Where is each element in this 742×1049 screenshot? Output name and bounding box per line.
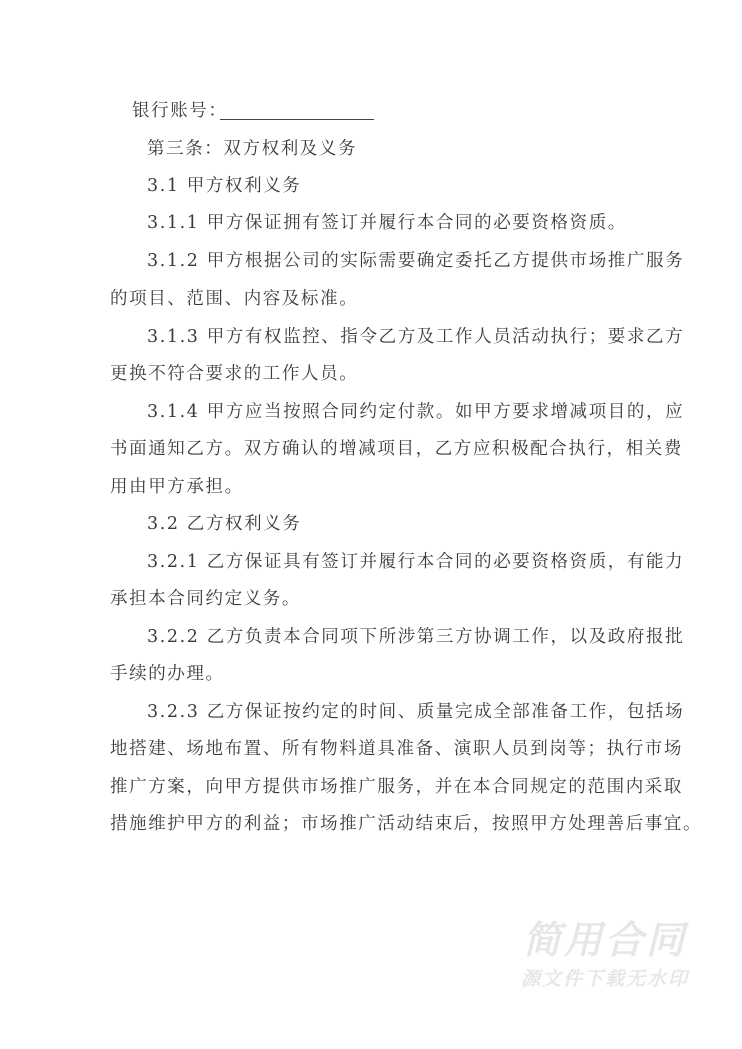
bank-account-blank-line [220,119,374,120]
watermark [510,918,700,992]
clause-3-1-1-line-1: 3.1.1 甲方保证拥有签订并履行本合同的必要资格资质。 [147,213,627,233]
clause-3-1-3-line-2: 更换不符合要求的工作人员。 [110,364,359,384]
clause-3-2-1-line-2: 承担本合同约定义务。 [110,589,301,609]
clause-3-2-2-line-2: 手续的办理。 [110,664,225,684]
section-heading-3-2: 3.2 乙方权利义务 [147,514,302,534]
clause-3-2-1-line-1: 3.2.1 乙方保证具有签订并履行本合同的必要资格资质，有能力 [147,552,685,572]
clause-3-2-3-line-4: 措施维护甲方的利益；市场推广活动结束后，按照甲方处理善后事宜。 [110,814,703,834]
clause-3-2-3-line-3: 推广方案，向甲方提供市场推广服务，并在本合同规定的范围内采取 [110,777,683,797]
clause-3-1-4-line-3: 用由甲方承担。 [110,477,244,497]
article-title: 第三条：双方权利及义务 [147,139,358,159]
clause-3-1-3-line-1: 3.1.3 甲方有权监控、指令乙方及工作人员活动执行；要求乙方 [147,327,685,347]
clause-3-1-4-line-1: 3.1.4 甲方应当按照合同约定付款。如甲方要求增减项目的，应 [147,402,685,422]
clause-3-1-4-line-2: 书面通知乙方。双方确认的增减项目，乙方应积极配合执行，相关费 [110,439,683,459]
watermark-tagline: 源文件下载无水印 [520,968,689,990]
section-heading-3-1: 3.1 甲方权利义务 [147,176,302,196]
clause-3-1-2-line-2: 的项目、范围、内容及标准。 [110,289,359,309]
bank-account-label: 银行账号： [132,101,228,121]
clause-3-2-2-line-1: 3.2.2 乙方负责本合同项下所涉第三方协调工作，以及政府报批 [147,627,685,647]
clause-3-1-2-line-1: 3.1.2 甲方根据公司的实际需要确定委托乙方提供市场推广服务 [147,251,685,271]
clause-3-2-3-line-2: 地搭建、场地布置、所有物料道具准备、演职人员到岗等；执行市场 [110,739,683,759]
clause-3-2-3-line-1: 3.2.3 乙方保证按约定的时间、质量完成全部准备工作，包括场 [147,702,685,722]
watermark-brand: 简用合同 [522,918,687,962]
